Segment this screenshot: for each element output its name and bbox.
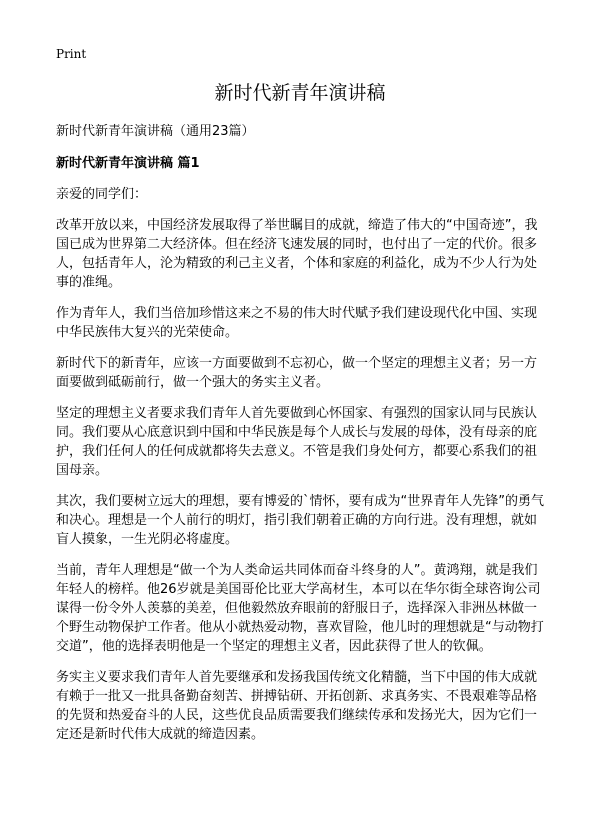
- paragraph: 坚定的理想主义者要求我们青年人首先要做到心怀国家、有强烈的国家认同与民族认同。我们要从心底意识到中国和中华民族是每个人成长与发展的母体，没有母亲的庇护，我们任何人的任何成就都将失去意义。不管是我们身处何方，都要心系我们的祖国母亲。: [56, 406, 538, 478]
- paragraph: 作为青年人，我们当倍加珍惜这来之不易的伟大时代赋予我们建设现代化中国、实现中华民族伟大复兴的光荣使命。: [56, 306, 538, 340]
- paragraph: 改革开放以来，中国经济发展取得了举世瞩目的成就，缔造了伟大的“中国奇迹”，我国已成为世界第二大经济体。但在经济飞速发展的同时，也付出了一定的代价。很多人，包括青年人，沦为精致的利己主义者，个体和家庭的利益化，成为不少人行为处事的准绳。: [56, 218, 538, 290]
- section-heading: 新时代新青年演讲稿 篇1: [56, 156, 200, 171]
- paragraph: 当前，青年人理想是“做一个为人类命运共同体而奋斗终身的人”。黄鸿翔，就是我们年轻人的榜样。他26岁就是美国哥伦比亚大学高材生，本可以在华尔街全球咨询公司谋得一份令外人羡慕的美差，但他毅然放弃眼前的舒服日子，选择深入非洲丛林做一个野生动物保护工作者。他从小就热爱动物，喜欢冒险，他儿时的理想就是“与动物打交道”，他的选择表明他是一个坚定的理想主义者，因此获得了世人的钦佩。: [56, 563, 544, 654]
- document-body: [56, 123, 548, 756]
- document-title: 新时代新青年演讲稿: [214, 82, 386, 104]
- paragraph: 新时代下的新青年，应该一方面要做到不忘初心，做一个坚定的理想主义者；另一方面要做到砥砺前行，做一个强大的务实主义者。: [56, 356, 538, 390]
- document-subtitle: 新时代新青年演讲稿（通用23篇）: [56, 124, 255, 139]
- print-link[interactable]: Print: [56, 47, 87, 61]
- paragraph: 务实主义要求我们青年人首先要继承和发扬我国传统文化精髓，当下中国的伟大成就有赖于一批又一批具备勤奋刻苦、拼搏钻研、开拓创新、求真务实、不畏艰难等品格的先贤和热爱奋斗的人民，这些优良品质需要我们继续传承和发扬光大，因为它们一定还是新时代伟大成就的缔造因素。: [56, 670, 538, 742]
- paragraph: 其次，我们要树立远大的理想，要有博爱的`情怀，要有成为“世界青年人先锋”的勇气和决心。理想是一个人前行的明灯，指引我们朝着正确的方向行进。没有理想，就如盲人摸象，一生光阴必将虚度。: [56, 494, 544, 547]
- salutation: 亲爱的同学们：: [56, 187, 148, 202]
